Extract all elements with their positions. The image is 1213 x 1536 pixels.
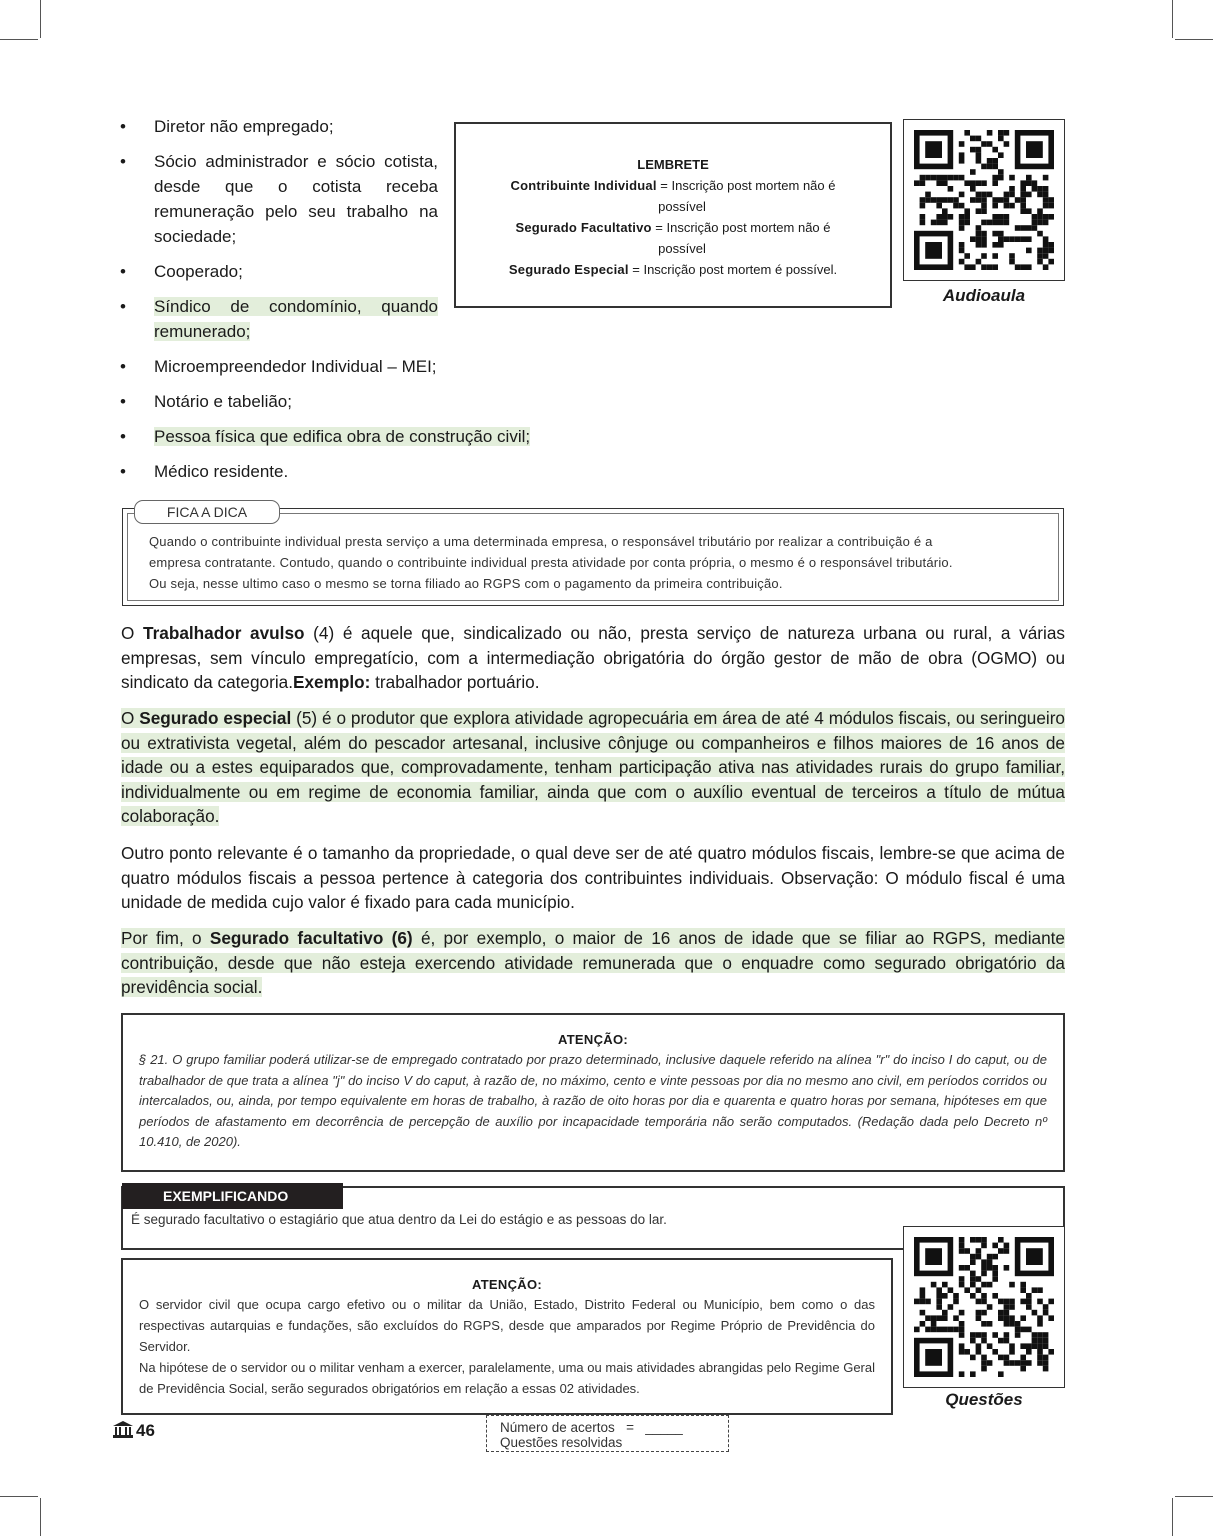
- divider: [343, 1186, 1065, 1188]
- crop-mark: [1172, 0, 1173, 38]
- crop-mark: [1175, 1496, 1213, 1497]
- list-item: • Cooperado;: [120, 262, 243, 281]
- list-item: • Notário e tabelião;: [120, 392, 292, 411]
- crop-mark: [1172, 1498, 1173, 1536]
- lembrete-box: [454, 122, 892, 308]
- atencao-text: § 21. O grupo familiar poderá utilizar-se de empregado contratado por prazo determinado, inclusive daquele referido na alínea "r" do inciso I do caput, ou de trabalhador de que trata a alínea "j" do inciso V do caput, à razão de, no máximo, cento e vinte pessoas por dia no mesmo ano civil, em períodos corridos ou intercalados, ou, ainda, por tempo equivalente em horas de trabalho, à razão de oito horas por dia e quarenta e quatro horas por semana, hipóteses em que períodos de afastamento em decorrência de percepção de auxílio por incapacidade temporária não serão computados. (Redação dada pelo Decreto nº 10.410, de 2020).: [139, 1052, 1047, 1149]
- qr-code-icon: [914, 130, 1054, 270]
- page-number: 46: [136, 1421, 155, 1440]
- lembrete-row: Segurado Facultativo = Inscrição post mortem não é: [515, 220, 831, 235]
- crop-mark: [40, 0, 41, 38]
- crop-mark: [0, 1496, 38, 1497]
- atencao-servidor-box: [121, 1258, 893, 1415]
- exemplificando-text: É segurado facultativo o estagiário que atua dentro da Lei do estágio e as pessoas do lar.: [131, 1212, 667, 1227]
- lembrete-row: Contribuinte Individual = Inscrição post mortem não é: [510, 178, 836, 193]
- atencao-title: ATENÇÃO:: [471, 1277, 543, 1292]
- atencao-title: ATENÇÃO:: [557, 1032, 629, 1047]
- fica-a-dica-tab: FICA A DICA: [134, 500, 280, 524]
- list-item: • Síndico de condomínio, quando remunerado;: [120, 297, 438, 341]
- paragraph-segurado-facultativo: Por fim, o Segurado facultativo (6) é, por exemplo, o maior de 16 anos de idade que se filiar ao RGPS, mediante contribuição, desde que não esteja exercendo atividade remunerada que o enquadre como segurado obrigatório da previdência social.: [121, 928, 1065, 997]
- fica-a-dica-text: Quando o contribuinte individual presta serviço a uma determinada empresa, o responsável tributário por realizar a contribuição é a empresa contratante. Contudo, quando o contribuinte individual presta atividade por conta própria, o mesmo é o responsável tributário. Ou seja, nesse ultimo caso o mesmo se torna filiado ao RGPS com o pagamento da primeira contribuição.: [149, 534, 953, 591]
- lembrete-row-cont: possível: [658, 199, 706, 214]
- list-item: • Sócio administrador e sócio cotista, desde que o cotista receba remuneração pelo seu trabalho na sociedade;: [120, 152, 438, 246]
- paragraph-segurado-especial: O Segurado especial (5) é o produtor que explora atividade agropecuária em área de até 4 módulos fiscais, ou seringueiro ou extrativista vegetal, além do pescador artesanal, inclusive cônjuge ou companheiros e filhos maiores de 16 anos de idade ou a estes equiparados que, comprovadamente, tenham participação ativa nas atividades rurais do grupo familiar, individualmente ou em regime de economia familiar, ainda que com o auxílio eventual de terceiros a título de mútua colaboração.: [121, 708, 1065, 826]
- crop-mark: [1175, 39, 1213, 40]
- atencao-servidor-text: O servidor civil que ocupa cargo efetivo ou o militar da União, Estado, Distrito Federal ou Município, bem como o das respectivas autarquias e fundações, são excluídos do RGPS, desde que amparados por Regime Próprio de Previdência do Servidor. Na hipótese de o servidor ou o militar venham a exercer, paralelamente, uma ou mais atividades abrangidas pelo Regime Geral de Previdência Social, serão segurados obrigatórios em relação a essas 02 atividades.: [139, 1297, 875, 1396]
- lembrete-row-cont: possível: [658, 241, 706, 256]
- atencao-box: [121, 1013, 1065, 1172]
- questoes-caption: Questões: [945, 1390, 1023, 1409]
- list-item: • Médico residente.: [120, 462, 289, 481]
- temple-icon: [113, 1421, 133, 1438]
- lembrete-row: Segurado Especial = Inscrição post mortem é possível.: [508, 262, 838, 277]
- contribuinte-individual-list: [118, 114, 531, 494]
- lembrete-title: LEMBRETE: [637, 157, 709, 172]
- score-tracker: Número de acertos = _____ Questões resolvidas: [486, 1415, 729, 1452]
- exemplificando-title: EXEMPLIFICANDO: [122, 1183, 343, 1209]
- paragraph-trabalhador-avulso: O Trabalhador avulso (4) é aquele que, sindicalizado ou não, presta serviço de natureza urbana ou rural, a várias empresas, sem vínculo empregatício, com a intermediação obrigatória do órgão gestor de mão de obra (OGMO) ou sindicato da categoria.Exemplo: trabalhador portuário.: [121, 623, 1065, 692]
- crop-mark: [40, 1498, 41, 1536]
- audioaula-caption: Audioaula: [942, 286, 1026, 305]
- list-item: • Microempreendedor Individual – MEI;: [120, 357, 437, 376]
- qr-code-icon: [914, 1237, 1054, 1377]
- crop-mark: [0, 39, 38, 40]
- list-item: • Pessoa física que edifica obra de construção civil;: [120, 427, 531, 446]
- list-item: • Diretor não empregado;: [120, 117, 334, 136]
- qr-code-audioaula[interactable]: [903, 119, 1065, 281]
- qr-code-questoes[interactable]: [903, 1226, 1065, 1388]
- paragraph-modulos-fiscais: Outro ponto relevante é o tamanho da propriedade, o qual deve ser de até quatro módulos fiscais, lembre-se que acima de quatro módulos fiscais a pessoa pertence à categoria dos contribuintes individuais. Observação: O módulo fiscal é uma unidade de medida cujo valor é fixado para cada município.: [121, 843, 1065, 912]
